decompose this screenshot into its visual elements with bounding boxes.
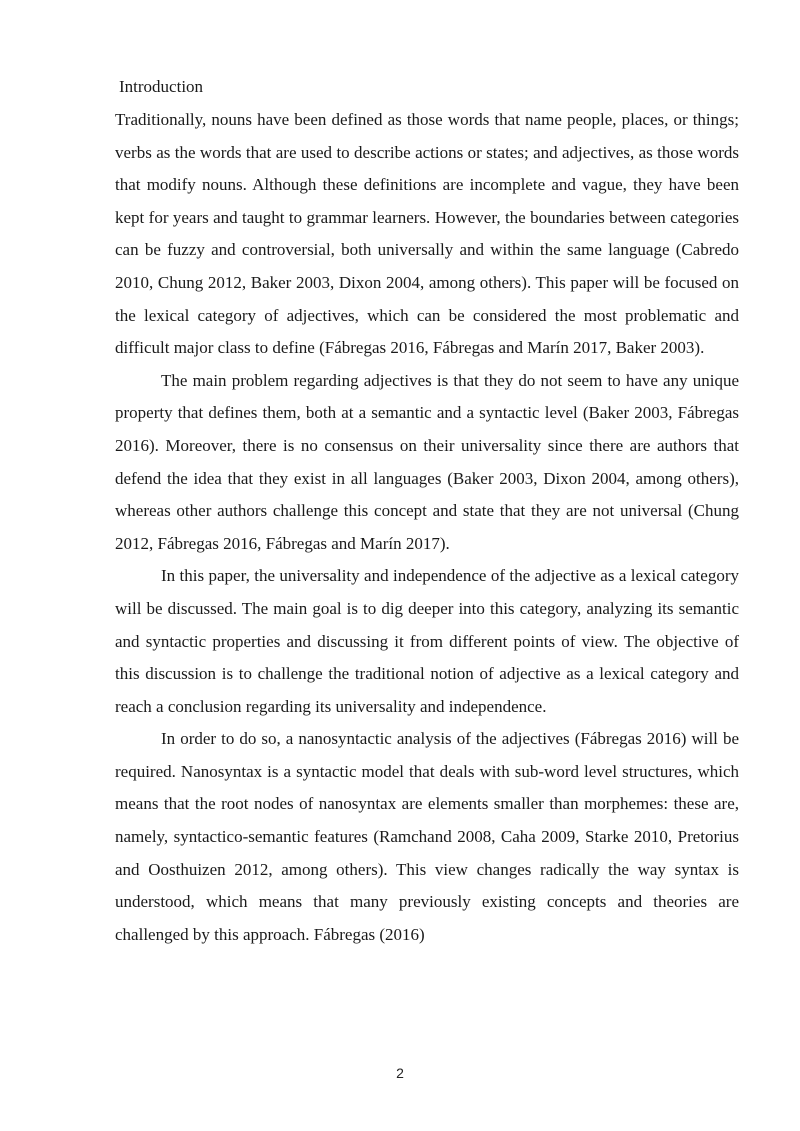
body-text: [115, 104, 739, 951]
section-heading: Introduction: [119, 77, 204, 96]
page-number: 2: [396, 1065, 404, 1081]
paragraph-2: The main problem regarding adjectives is that they do not seem to have any unique property that defines them, both at a semantic and a syntactic level (Baker 2003, Fábregas 2016). Moreover, there is no consensus on their universality since there are authors that defend the idea that they exist in all languages (Baker 2003, Dixon 2004, among others), whereas other authors challenge this concept and state that they are not universal (Chung 2012, Fábregas 2016, Fábregas and Marín 2017).: [115, 370, 739, 553]
paragraph-1: Traditionally, nouns have been defined as those words that name people, places, or things; verbs as the words that are used to describe actions or states; and adjectives, as those words that modify nouns. Although these definitions are incomplete and vague, they have been kept for years and taught to grammar learners. However, the boundaries between categories can be fuzzy and controversial, both universally and within the same language (Cabredo 2010, Chung 2012, Baker 2003, Dixon 2004, among others). This paper will be focused on the lexical category of adjectives, which can be considered the most problematic and difficult major class to define (Fábregas 2016, Fábregas and Marín 2017, Baker 2003).: [115, 110, 739, 358]
paragraph-4: In order to do so, a nanosyntactic analysis of the adjectives (Fábregas 2016) will be required. Nanosyntax is a syntactic model that deals with sub-word level structures, which means that the root nodes of nanosyntax are elements smaller than morphemes: these are, namely, syntactico-semantic features (Ramchand 2008, Caha 2009, Starke 2010, Pretorius and Oosthuizen 2012, among others). This view changes radically the way syntax is understood, which means that many previously existing concepts and theories are challenged by this approach. Fábregas (2016): [115, 729, 739, 944]
paragraph-3: In this paper, the universality and independence of the adjective as a lexical category will be discussed. The main goal is to dig deeper into this category, analyzing its semantic and syntactic properties and discussing it from different points of view. The objective of this discussion is to challenge the traditional notion of adjective as a lexical category and reach a conclusion regarding its universality and independence.: [115, 566, 739, 716]
